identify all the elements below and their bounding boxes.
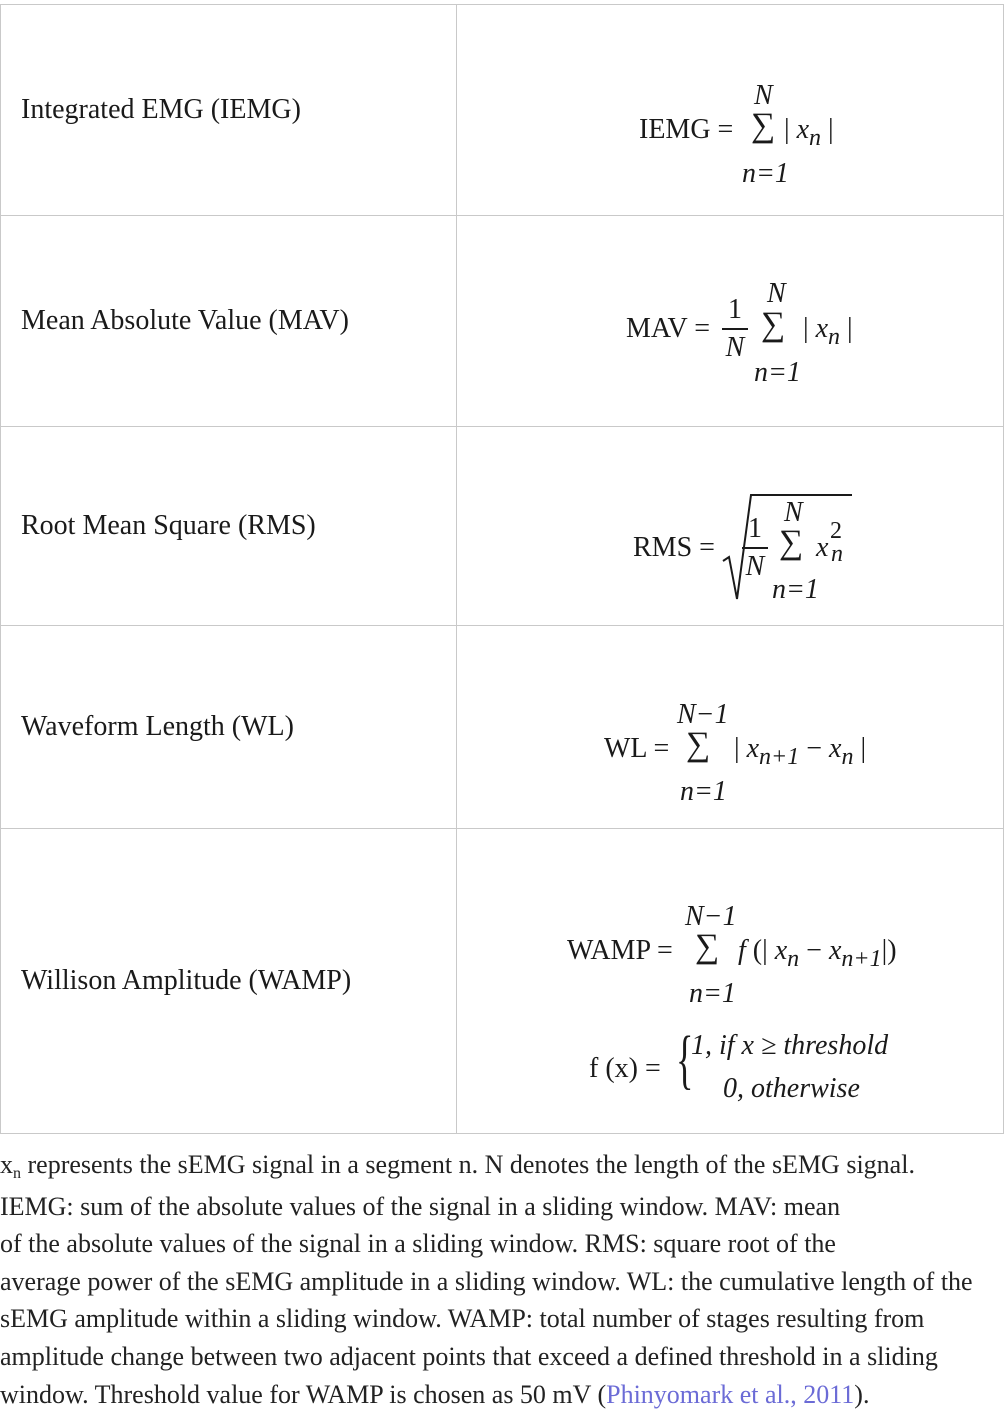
sigma-symbol: ∑ [761,306,786,343]
table-row [1,427,1004,626]
subscript: n [831,541,843,567]
sigma-symbol: ∑ [751,107,776,144]
footnote-line: sEMG amplitude within a sliding window. WAMP: total number of stages resulting from [0,1304,925,1334]
piecewise-case-1: 1, if x ≥ threshold [691,1030,889,1061]
footnote-line: xn represents the sEMG signal in a segment n. N denotes the length of the sEMG signal. [0,1150,915,1182]
sum-upper: N−1 [685,901,737,932]
frac-bar [742,547,768,549]
formula-cell [457,5,1004,216]
sum-upper: N [784,497,803,528]
footnote-line: of the absolute values of the signal in a sliding window. RMS: square root of the [0,1229,836,1259]
summand: | xn | [784,114,834,151]
sum-lower: n=1 [742,158,789,189]
brace-icon: { [676,1023,694,1096]
table-row [1,5,1004,216]
sum-lower: n=1 [680,776,727,807]
formula-lhs: RMS = [633,532,715,563]
sigma-symbol: ∑ [686,726,711,763]
formula-lhs: WAMP = [567,935,673,966]
exponent: 2 [830,518,842,544]
feature-name: Willison Amplitude (WAMP) [1,829,457,1134]
footnote-line: average power of the sEMG amplitude in a sliding window. WL: the cumulative length of the [0,1266,973,1296]
formula-cell [457,626,1004,829]
formula-cell [457,829,1004,1134]
summand: | xn+1 − xn | [734,733,867,770]
sum-upper: N−1 [677,699,729,730]
table-row [1,216,1004,427]
sum-upper: N [754,80,773,111]
sum-lower: n=1 [772,574,819,605]
sum-lower: n=1 [689,978,736,1009]
summand-x: x [816,532,829,563]
table-footnote [0,1146,1005,1413]
formula-cell [457,427,1004,626]
formula-lhs: WL = [604,733,670,764]
citation-link[interactable]: Phinyomark et al., 2011 [606,1379,855,1409]
summand: | xn | [803,313,853,350]
sigma-symbol: ∑ [695,928,720,965]
sum-lower: n=1 [754,357,801,388]
frac-num: 1 [728,294,742,325]
footnote-line: amplitude change between two adjacent points that exceed a defined threshold in a sliding [0,1341,938,1371]
summand: f (| xn − xn+1|) [738,935,897,972]
table-row [1,829,1004,1134]
formula-cell [457,216,1004,427]
frac-bar [722,328,748,330]
formula-lhs: MAV = [626,313,711,344]
footnote-line: window. Threshold value for WAMP is chosen as 50 mV (Phinyomark et al., 2011). [0,1379,870,1409]
frac-num: 1 [748,513,762,544]
feature-name: Waveform Length (WL) [1,626,457,829]
feature-table [0,4,1004,1134]
feature-name: Integrated EMG (IEMG) [1,5,457,216]
feature-name: Mean Absolute Value (MAV) [1,216,457,427]
piecewise-lhs: f (x) = [589,1053,661,1084]
frac-den: N [745,551,765,582]
piecewise-case-2: 0, otherwise [723,1073,860,1104]
footnote-line: IEMG: sum of the absolute values of the signal in a sliding window. MAV: mean [0,1191,841,1221]
formula-lhs: IEMG = [639,114,734,145]
table-row [1,626,1004,829]
sigma-symbol: ∑ [779,524,804,561]
sum-upper: N [767,278,786,309]
feature-name: Root Mean Square (RMS) [1,427,457,626]
frac-den: N [725,332,745,363]
